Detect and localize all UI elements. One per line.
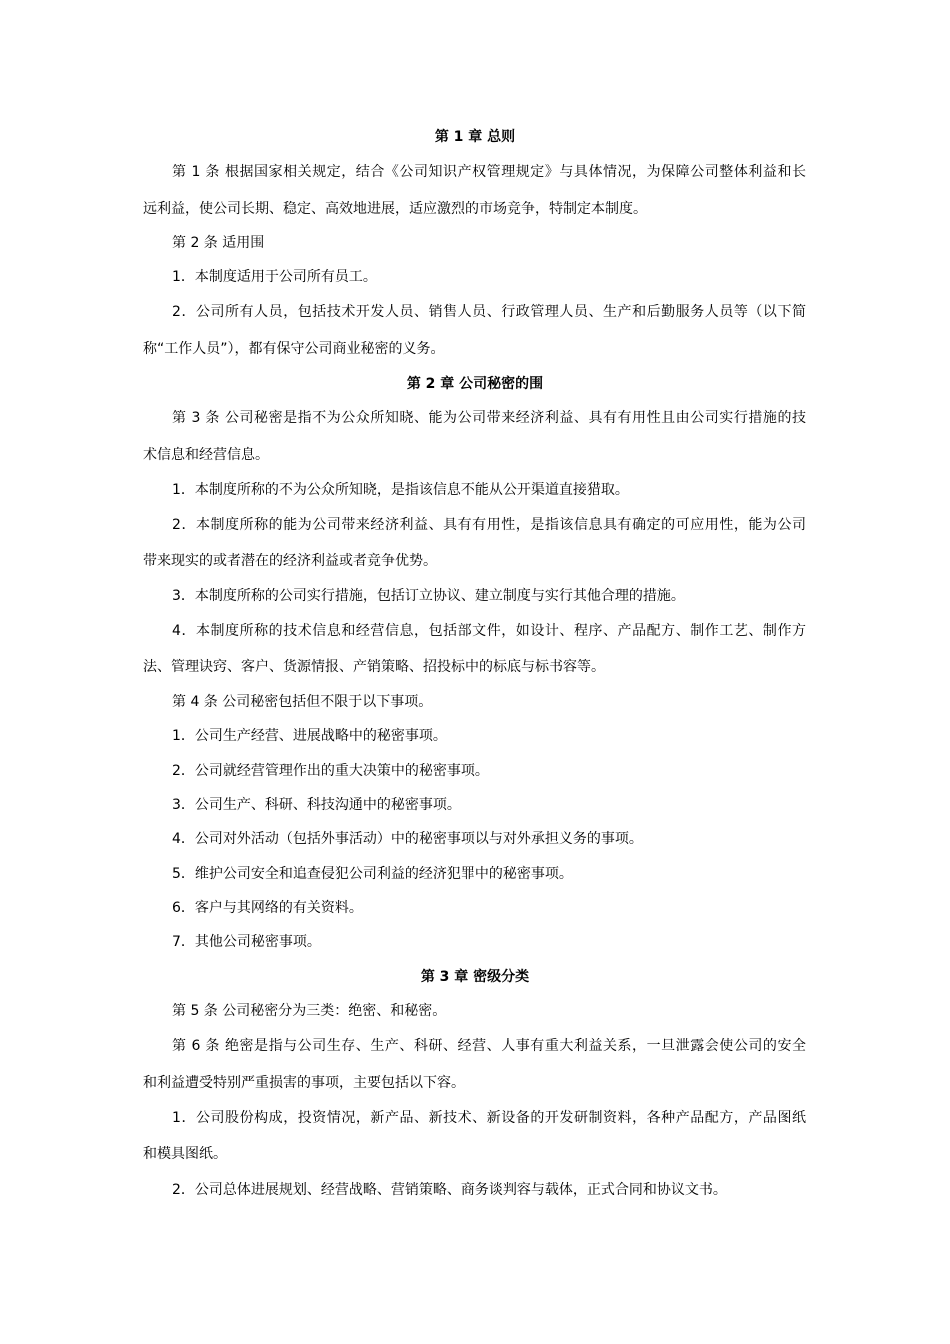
paragraph-continuation: 带来现实的或者潜在的经济利益或者竞争优势。	[143, 553, 437, 569]
paragraph-line: 第 2 条 适用围	[172, 235, 265, 251]
paragraph-line: 第 4 条 公司秘密包括但不限于以下事项。	[172, 694, 433, 710]
paragraph-continuation: 和利益遭受特别严重损害的事项，主要包括以下容。	[143, 1075, 465, 1091]
paragraph-line: 1．本制度所称的不为公众所知晓，是指该信息不能从公开渠道直接猎取。	[172, 482, 629, 498]
paragraph-line: 1．公司生产经营、进展战略中的秘密事项。	[172, 728, 447, 744]
chapter-heading: 第 1 章 总则	[434, 129, 516, 145]
paragraph-line: 第 6 条 绝密是指与公司生存、生产、科研、经营、人事有重大利益关系，一旦泄露会使公司的安全	[172, 1038, 806, 1054]
paragraph-line: 1．公司股份构成，投资情况，新产品、新技术、新设备的开发研制资料，各种产品配方，产品图纸	[172, 1110, 806, 1126]
paragraph-line: 4．公司对外活动（包括外事活动）中的秘密事项以与对外承担义务的事项。	[172, 831, 643, 847]
paragraph-line: 第 1 条 根据国家相关规定，结合《公司知识产权管理规定》与具体情况，为保障公司整体利益和长	[172, 164, 806, 180]
paragraph-line: 4．本制度所称的技术信息和经营信息，包括部文件，如设计、程序、产品配方、制作工艺、制作方	[172, 623, 806, 639]
paragraph-line: 1．本制度适用于公司所有员工。	[172, 269, 377, 285]
paragraph-line: 第 5 条 公司秘密分为三类：绝密、和秘密。	[172, 1003, 447, 1019]
paragraph-line: 2．本制度所称的能为公司带来经济利益、具有有用性，是指该信息具有确定的可应用性，能为公司	[172, 517, 806, 533]
chapter-heading: 第 2 章 公司秘密的围	[406, 376, 544, 392]
paragraph-line: 第 3 条 公司秘密是指不为公众所知晓、能为公司带来经济利益、具有有用性且由公司实行措施的技	[172, 410, 806, 426]
paragraph-continuation: 法、管理诀窍、客户、货源情报、产销策略、招投标中的标底与标书容等。	[143, 659, 605, 675]
paragraph-line: 3．公司生产、科研、科技沟通中的秘密事项。	[172, 797, 461, 813]
paragraph-line: 5．维护公司安全和追查侵犯公司利益的经济犯罪中的秘密事项。	[172, 866, 573, 882]
paragraph-line: 6．客户与其网络的有关资料。	[172, 900, 363, 916]
paragraph-continuation: 术信息和经营信息。	[143, 447, 269, 463]
paragraph-line: 7．其他公司秘密事项。	[172, 934, 321, 950]
paragraph-line: 3．本制度所称的公司实行措施，包括订立协议、建立制度与实行其他合理的措施。	[172, 588, 685, 604]
paragraph-line: 2．公司总体进展规划、经营战略、营销策略、商务谈判容与载体，正式合同和协议文书。	[172, 1182, 727, 1198]
chapter-heading: 第 3 章 密级分类	[420, 969, 530, 985]
paragraph-continuation: 称“工作人员”），都有保守公司商业秘密的义务。	[143, 341, 445, 357]
paragraph-line: 2．公司就经营管理作出的重大决策中的秘密事项。	[172, 763, 489, 779]
paragraph-continuation: 远利益，使公司长期、稳定、高效地进展，适应激烈的市场竞争，特制定本制度。	[143, 201, 647, 217]
paragraph-line: 2．公司所有人员，包括技术开发人员、销售人员、行政管理人员、生产和后勤服务人员等（以下简	[172, 304, 806, 320]
paragraph-continuation: 和模具图纸。	[143, 1146, 227, 1162]
